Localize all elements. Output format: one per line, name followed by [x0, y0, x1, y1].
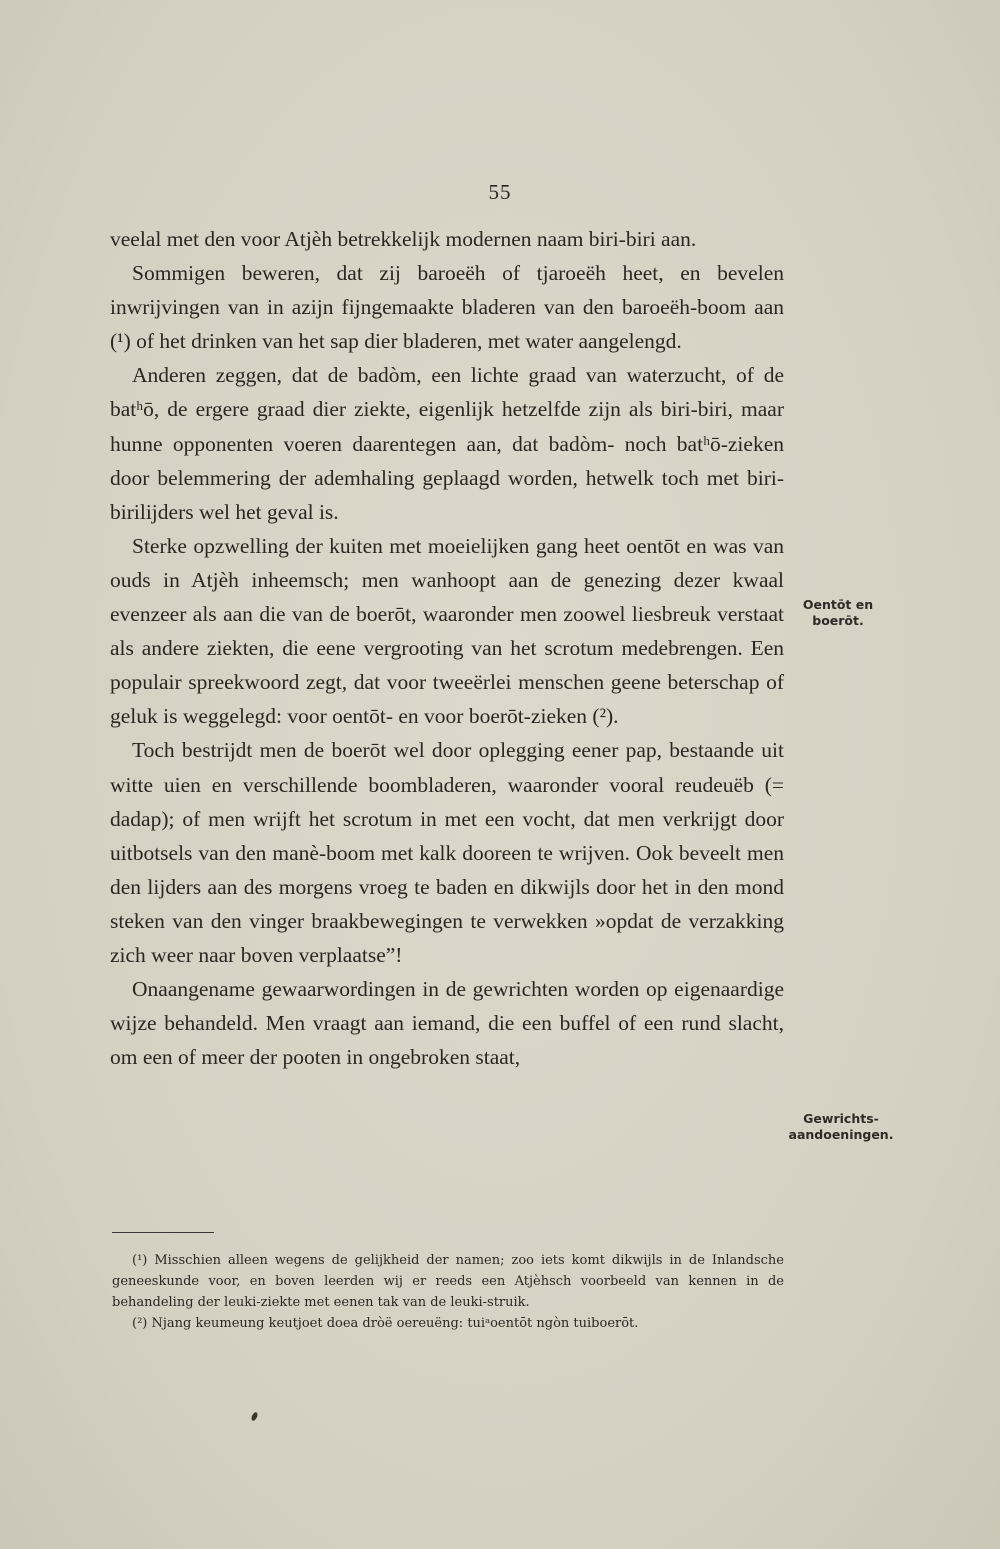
paragraph-2: Sommigen beweren, dat zij baroeëh of tjaroeëh heet, en bevelen inwrijvingen van in azijn fijngemaakte bladeren van den baroeëh-boom aan (¹) of het drinken van het sap dier bladeren, met water aangelengd.	[110, 261, 784, 354]
ink-speck	[250, 1411, 258, 1421]
margin-note-oentot: Oentōt en boerōt.	[802, 597, 874, 628]
paragraph-4: Sterke opzwelling der kuiten met moeielijken gang heet oentōt en was van ouds in Atjèh inheemsch; men wanhoopt aan de genezing dezer kwaal evenzeer als aan die van de boerōt, waaronder men zoowel liesbreuk verstaat als andere ziekten, die eene vergrooting van het scrotum medebrengen. Een populair spreekwoord zegt, dat voor tweeërlei menschen geene beterschap of geluk is weggelegd: voor oentōt- en voor boerōt-zieken (²).	[110, 533, 784, 729]
footnote-rule	[112, 1232, 214, 1233]
footnotes	[112, 1250, 784, 1334]
footnote-2: (²) Njang keumeung keutjoet doea dròë oereuëng: tuiᵃoentōt ngòn tuiboerōt.	[132, 1316, 639, 1331]
margin-note-gewrichts: Gewrichts-aandoeningen.	[788, 1111, 894, 1142]
main-text	[110, 222, 784, 1074]
paragraph-5: Toch bestrijdt men de boerōt wel door oplegging eener pap, bestaande uit witte uien en verschillende boombladeren, waaronder vooral reudeuëb (= dadap); of men wrijft het scrotum in met een vocht, dat men verkrijgt door uitbotsels van den manè-boom met kalk dooreen te wrijven. Ook beveelt men den lijders aan des morgens vroeg te baden en dikwijls door het in den mond steken van den vinger braakbewegingen te verwekken »opdat de verzakking zich weer naar boven verplaatse”!	[110, 738, 784, 967]
paragraph-1: veelal met den voor Atjèh betrekkelijk modernen naam biri-biri aan.	[110, 227, 697, 251]
footnote-1: (¹) Misschien alleen wegens de gelijkheid der namen; zoo iets komt dikwijls in de Inlandsche geneeskunde voor, en boven leerden wij er reeds een Atjèhsch voorbeeld van kennen in de behandeling der leuki-ziekte met eenen tak van de leuki-struik.	[112, 1253, 784, 1310]
paragraph-3: Anderen zeggen, dat de badòm, een lichte graad van waterzucht, of de batʰō, de ergere graad dier ziekte, eigenlijk hetzelfde zijn als biri-biri, maar hunne opponenten voeren daarentegen aan, dat badòm- noch batʰō-zieken door belemmering der ademhaling geplaagd worden, hetwelk toch met biri-birilijders wel het geval is.	[110, 363, 784, 524]
paragraph-6: Onaangename gewaarwordingen in de gewrichten worden op eigenaardige wijze behandeld. Men vraagt aan iemand, die een buffel of een rund slacht, om een of meer der pooten in ongebroken staat,	[110, 977, 784, 1070]
page-number: 55	[488, 180, 512, 204]
